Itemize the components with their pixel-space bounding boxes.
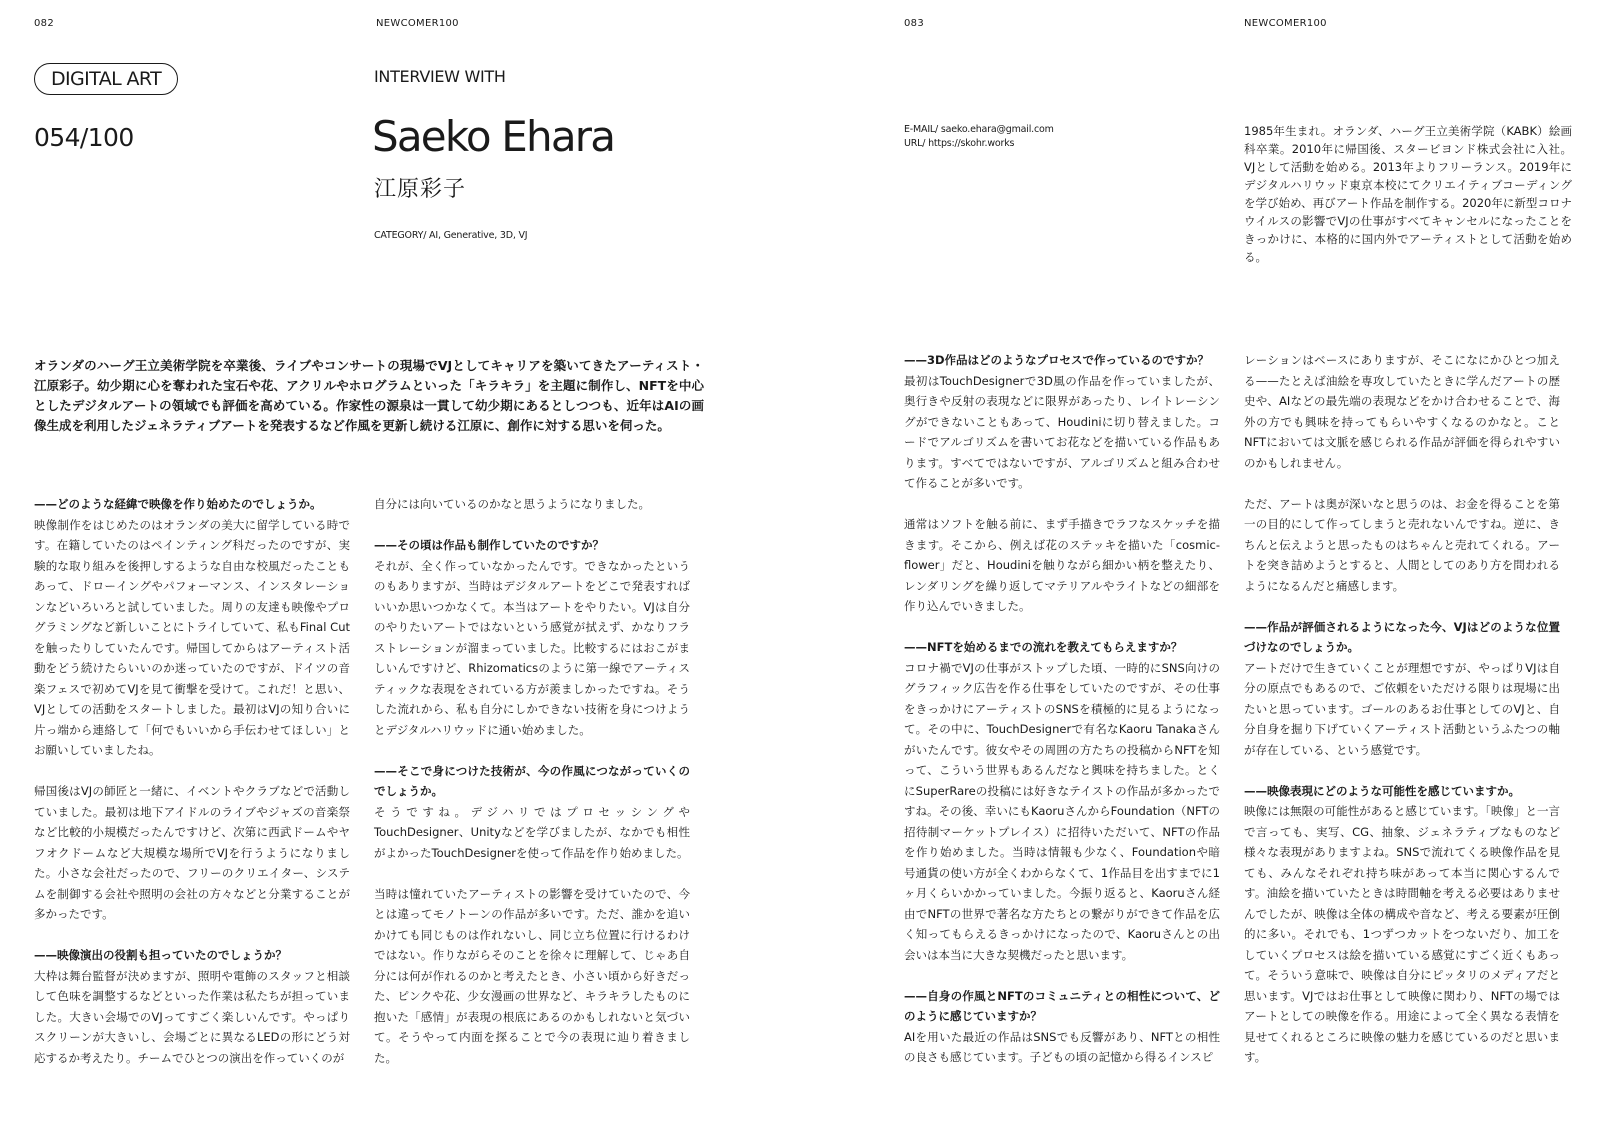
question: ——映像演出の役割も担っていたのでしょうか？ — [34, 948, 287, 962]
question: ——その頃は作品も制作していたのですか？ — [374, 538, 604, 552]
answer: それが、全く作っていなかったんです。できなかったというのもありますが、当時はデジタルアートをどこで発表すればいいか思いつかなくて。本当はアートをやりたい。VJは自分のやりたいアートではないという感覚が拭えず、かなりフラストレーションが溜まっていました。比較するにはおこがましいんですけど、Rhizomaticsのように第一線でアーティスティックな表現をされている方が羨ましかったですね。そうした流れから、私も自分にしかできない技術を身につけようとデジタルハリウッドに通い始めました。 — [374, 558, 690, 737]
answer: 映像制作をはじめたのはオランダの美大に留学している時です。在籍していたのはペインティング科だったのですが、実験的な取り組みを後押しするような自由な校風だったこともあって、ドローイングやパフォーマンス、インスタレーションなどいろいろと試していました。周りの友達も映像やプログラミングなど新しいことにトライしていて、私もFinal Cutを触ったりしていたんです。帰国してからはアーティスト活動をどう続けたらいいのか迷っていたのですが、ドイツの音楽フェスで初めてVJを見て衝撃を受けて。これだ！と思い、VJとしての活動をスタートしました。最初はVJの知り合いに片っ端から連絡して「何でもいいから手伝わせてほしい」とお願いしていましたね。 — [34, 517, 350, 757]
artist-name: Saeko Ehara — [372, 112, 615, 161]
question: ——そこで身につけた技術が、今の作風につながっていくのでしょうか。 — [374, 763, 690, 798]
contact-email[interactable]: E-MAIL/ saeko.ehara@gmail.com — [904, 124, 1054, 135]
category-tags: CATEGORY/ AI, Generative, 3D, VJ — [374, 230, 528, 241]
question: ——映像表現にどのような可能性を感じていますか。 — [1244, 783, 1520, 798]
body-column-1 — [34, 494, 350, 1068]
answer: そうですね。デジハリではプロセッシングやTouchDesigner、Unityなどを学びましたが、なかでも相性がよかったTouchDesignerを使って作品を作り始めました。 — [374, 804, 690, 860]
question: ——どのような経緯で映像を作り始めたのでしょうか。 — [34, 497, 322, 511]
answer: アートだけで生きていくことが理想ですが、やっぱりVJは自分の原点でもあるので、ご依頼をいただける限りは現場に出たいと思っています。ゴールのあるお仕事としてのVJと、自分自身を掘り下げていくアーティスト活動というふたつの軸が存在している、という感覚です。 — [1244, 660, 1560, 757]
body-column-3 — [904, 350, 1220, 1068]
category-badge: DIGITAL ART — [34, 63, 178, 95]
page-number-right: 083 — [904, 18, 924, 29]
page-number-left: 082 — [34, 18, 54, 29]
answer: ただ、アートは奥が深いなと思うのは、お金を得ることを第一の目的にして作ってしまうと売れないんですね。逆に、きちんと伝えようと思ったものはちゃんと売れてくれる。アートを突き詰めようとすると、人間としてのあり方を問われるようになるんだと痛感します。 — [1244, 496, 1560, 593]
contact-url[interactable]: URL/ https://skohr.works — [904, 138, 1015, 149]
question: ——3D作品はどのようなプロセスで作っているのですか？ — [904, 353, 1210, 367]
body-column-4 — [1244, 350, 1560, 1068]
interview-label: INTERVIEW WITH — [374, 67, 506, 86]
running-head-right: NEWCOMER100 — [1244, 18, 1327, 29]
question: ——作品が評価されるようになった今、VJはどのような位置づけなのでしょうか。 — [1244, 619, 1560, 654]
answer: 大枠は舞台監督が決めますが、照明や電飾のスタッフと相談して色味を調整するなどといった作業は私たちが担っていました。大きい会場でのVJってすごく楽しいんです。やっぱりスクリーンが大きいし、会場ごとに異なるLEDの形にどう対応するか考えたり。チームでひとつの演出を作っていくのが — [34, 968, 350, 1065]
article-counter: 054/100 — [34, 123, 134, 152]
answer: コロナ禍でVJの仕事がストップした頃、一時的にSNS向けのグラフィック広告を作る仕事をしていたのですが、その仕事をきっかけにアーティストのSNSを積極的に見るようになって。その中に、TouchDesignerで有名なKaoru Tanakaさんがいたんです。彼女やその周囲の方たちの投稿からNFTを知って、こういう世界もあるんだなと興味を持ちました。とくにSuperRareの投稿には好きなテイストの作品が多かったですね。その後、幸いにもKaoruさんからFoundation（NFTの招待制マーケットプレイス）に招待いただいて、NFTの作品を作り始めました。当時は情報も少なく、Foundationや暗号通貨の使い方が全くわからなくて、1作品目を出すまでに1ヶ月くらいかかっていました。今振り返ると、Kaoruさん経由でNFTの世界で著名な方たちとの繋がりができて作品を広く知ってもらえるきっかけになったので、Kaoruさんとの出会いは本当に大きな契機だったと思います。 — [904, 660, 1220, 962]
question: ——自身の作風とNFTのコミュニティとの相性について、どのように感じていますか？ — [904, 988, 1220, 1023]
answer: 自分には向いているのかなと思うようになりました。 — [374, 497, 650, 511]
lede-paragraph: オランダのハーグ王立美術学院を卒業後、ライブやコンサートの現場でVJとしてキャリアを築いてきたアーティスト・江原彩子。幼少期に心を奪われた宝石や花、アクリルやホログラムといった「キラキラ」を主題に制作し、NFTを中心としたデジタルアートの領域でも評価を高めている。作家性の源泉は一貫して幼少期にあるとしつつも、近年はAIの画像生成を利用したジェネラティブアートを発表するなど作風を更新し続ける江原に、創作に対する思いを伺った。 — [34, 358, 704, 433]
answer: 映像には無限の可能性があると感じています。「映像」と一言で言っても、実写、CG、抽象、ジェネラティブなものなど様々な表現がありますよね。SNSで流れてくる映像作品を見ても、みんなそれぞれ持ち味があって本当に関心するんです。油絵を描いていたときは時間軸を考える必要はありませんでしたが、映像は全体の構成や音など、考える要素が圧倒的に多い。それでも、1つずつカットをつないだり、加工をしていくプロセスは絵を描いている感覚にすごく近くもあって。そういう意味で、映像は自分にピッタリのメディアだと思います。VJではお仕事として映像に関わり、NFTの場ではアートとしての映像を作る。用途によって全く異なる表情を見せてくれるところに映像の魅力を感じているのだと思います。 — [1244, 804, 1560, 1064]
question: ——NFTを始めるまでの流れを教えてもらえますか？ — [904, 640, 1183, 654]
answer: 帰国後はVJの師匠と一緒に、イベントやクラブなどで活動していました。最初は地下アイドルのライブやジャズの音楽祭など比較的小規模だったんですけど、次第に西武ドームやヤフオクドームなど大規模な場所でVJを行うようになりました。小さな会社だったので、フリーのクリエイター、システムを制御する会社や照明の会社の方々などと分業することが多かったです。 — [34, 784, 350, 921]
running-head-left: NEWCOMER100 — [376, 18, 459, 29]
body-column-2 — [374, 494, 690, 1068]
answer: AIを用いた最近の作品はSNSでも反響があり、NFTとの相性の良さも感じています。子どもの頃の記憶から得るインスピ — [904, 1029, 1220, 1064]
artist-name-jp: 江原彩子 — [374, 177, 467, 202]
answer: 通常はソフトを触る前に、まず手描きでラフなスケッチを描きます。そこから、例えば花のステッキを描いた「cosmic-flower」だと、Houdiniを触りながら細かい柄を整えたり、レンダリングを繰り返してマテリアルやライトなどの細部を作り込んでいきました。 — [904, 517, 1220, 613]
answer: 最初はTouchDesignerで3D風の作品を作っていましたが、奥行きや反射の表現などに限界があったり、レイトレーシングができないこともあって、Houdiniに切り替えました。コードでアルゴリズムを書いてお花などを描いている作品もあります。すべてではないですが、アルゴリズムと組み合わせて作ることが多いです。 — [904, 373, 1220, 490]
answer: レーションはベースにありますが、そこになにかひとつ加える——たとえば油絵を専攻していたときに学んだアートの歴史や、AIなどの最先端の表現などをかけ合わせることで、海外の方でも興味を持ってもらいやすくなるのかなと。ことNFTにおいては文脈を感じられる作品が評価を得られやすいのかもしれません。 — [1244, 353, 1560, 470]
artist-bio: 1985年生まれ。オランダ、ハーグ王立美術学院（KABK）絵画科卒業。2010年に帰国後、スタービヨンド株式会社に入社。VJとして活動を始める。2013年よりフリーランス。2019年にデジタルハリウッド東京本校にてクリエイティブコーディングを学び始め、再びアート作品を制作する。2020年に新型コロナウイルスの影響でVJの仕事がすべてキャンセルになったことをきっかけに、本格的に国内外でアーティストとして活動を始める。 — [1244, 124, 1572, 264]
answer: 当時は憧れていたアーティストの影響を受けていたので、今とは違ってモノトーンの作品が多いです。ただ、誰かを追いかけても同じものは作れないし、同じ立ち位置に行けるわけではない。作りながらそのことを徐々に理解して、じゃあ自分には何が作れるのかと考えたとき、小さい頃から好きだった、ピンクや花、少女漫画の世界など、キラキラしたものに抱いた「感情」が表現の根底にあるのかもしれないと気づいて。そうやって内面を探ることで今の表現に辿り着きました。 — [374, 886, 690, 1065]
